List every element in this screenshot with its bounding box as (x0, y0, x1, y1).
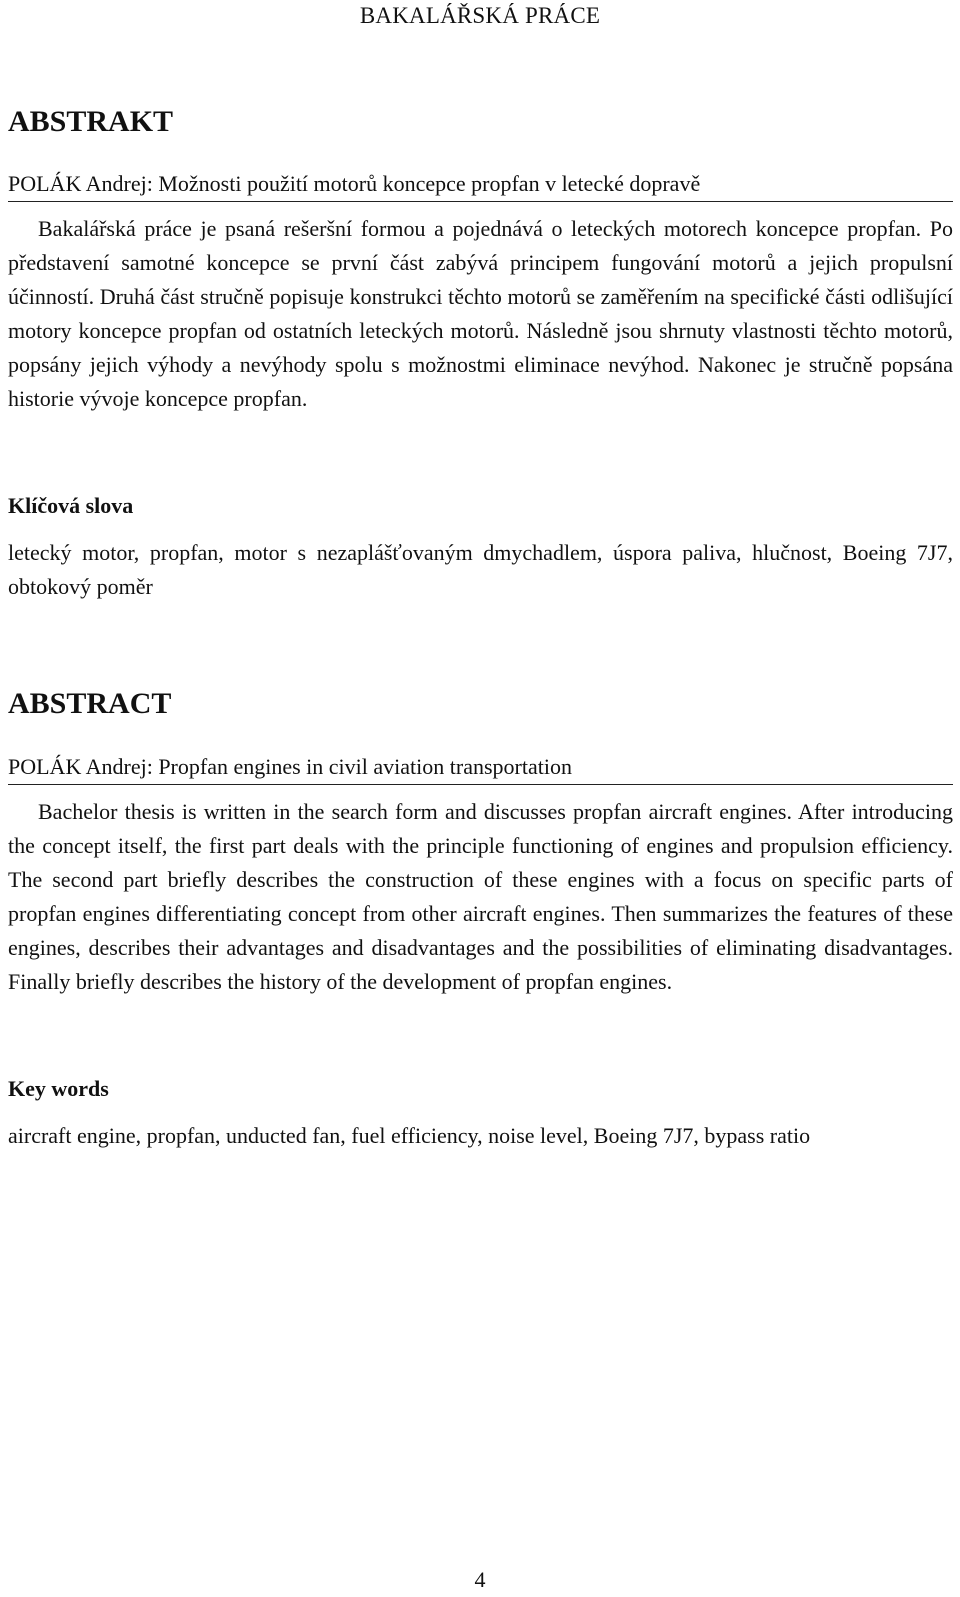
abstract-body-cz: Bakalářská práce je psaná rešeršní formou a pojednává o leteckých motorech koncepce propfan. Po představení samotné koncepce se první část zabývá principem fungování motorů a jejich propulsní účinností. Druhá část stručně popisuje konstrukci těchto motorů se zaměřením na specifické části odlišující motory koncepce propfan od ostatních leteckých motorů. Následně jsou shrnuty vlastnosti těchto motorů, popsány jejich výhody a nevýhody spolu s možnostmi eliminace nevýhod. Nakonec je stručně popsána historie vývoje koncepce propfan. (8, 216, 953, 411)
keywords-cz: letecký motor, propfan, motor s nezaplášťovaným dmychadlem, úspora paliva, hlučnost, Boeing 7J7, obtokový poměr (8, 540, 953, 599)
thesis-title-cz: POLÁK Andrej: Možnosti použití motorů koncepce propfan v letecké dopravě (8, 170, 953, 202)
keywords-en: aircraft engine, propfan, unducted fan, fuel efficiency, noise level, Boeing 7J7, bypass ratio (8, 1123, 811, 1148)
abstract-heading-en: ABSTRACT (8, 687, 172, 720)
keywords-heading-en: Key words (8, 1076, 109, 1101)
abstract-body-en: Bachelor thesis is written in the search form and discusses propfan aircraft engines. After introducing the concept itself, the first part deals with the principle functioning of engines and propulsion efficiency. The second part briefly describes the construction of these engines with a focus on specific parts of propfan engines differentiating concept from other aircraft engines. Then summarizes the features of these engines, describes their advantages and disadvantages and the possibilities of eliminating disadvantages. Finally briefly describes the history of the development of propfan engines. (8, 799, 953, 994)
abstract-heading-cz: ABSTRAKT (8, 105, 174, 138)
thesis-title-en: POLÁK Andrej: Propfan engines in civil aviation transportation (8, 753, 953, 785)
running-header: BAKALÁŘSKÁ PRÁCE (359, 3, 601, 28)
keywords-heading-cz: Klíčová slova (8, 493, 134, 518)
page-number: 4 (474, 1567, 486, 1592)
